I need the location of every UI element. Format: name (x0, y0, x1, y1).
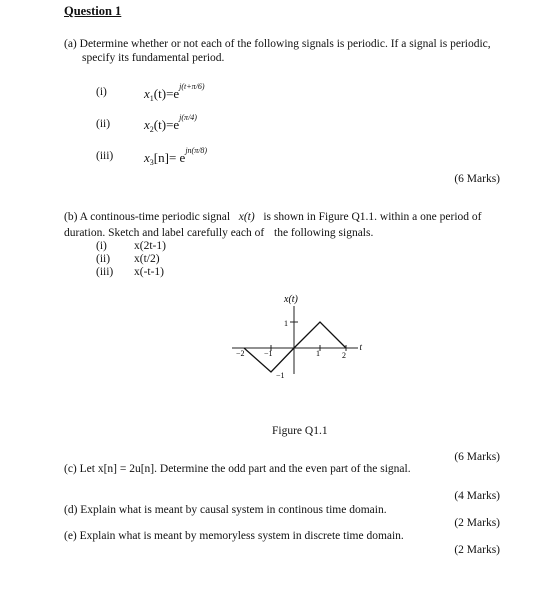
figure-q1-1 (224, 288, 364, 380)
part-b-marks: (6 Marks) (454, 451, 500, 463)
part-b-line2-start: duration. Sketch and label carefully each of (64, 227, 265, 239)
part-e-text: (e) Explain what is meant by memoryless system in discrete time domain. (64, 530, 404, 542)
x-tick-label-neg2: −2 (236, 349, 245, 358)
part-b-item-2-text: x(t/2) (134, 253, 160, 265)
part-a-item-3-number: (iii) (96, 150, 114, 162)
y-axis-label: x(t) (284, 294, 298, 305)
part-d-marks: (2 Marks) (454, 517, 500, 529)
part-d-text: (d) Explain what is meant by causal system in continous time domain. (64, 504, 387, 516)
part-c-marks: (4 Marks) (454, 490, 500, 502)
part-e-marks: (2 Marks) (454, 544, 500, 556)
part-b-item-1-text: x(2t-1) (134, 240, 166, 252)
part-b-item-3-text: x(-t-1) (134, 266, 165, 278)
x-tick-label-2: 2 (342, 351, 346, 360)
question-title: Question 1 (64, 4, 122, 18)
part-b-line1: (b) A continous-time periodic signal x(t) is shown in Figure Q1.1. within a one period of (64, 211, 482, 223)
x-tick-label-1: 1 (316, 349, 320, 358)
x-axis-label: t (359, 342, 362, 352)
signal-waveform (244, 322, 346, 372)
part-b-item-3-number: (iii) (96, 266, 114, 278)
part-a-item-1-number: (i) (96, 86, 107, 98)
part-a-item-3-equation: $x_3[n]= e^{jn(\pi/8)}$ (144, 146, 208, 167)
part-a-item-2-number: (ii) (96, 118, 111, 130)
part-a-item-2-equation: $x_2(t)=e^{j(\pi/4)}$ (144, 113, 197, 134)
y-tick-label-pos: 1 (284, 319, 288, 328)
y-tick-label-neg: −1 (276, 371, 285, 380)
part-a-intro-line2: specify its fundamental period. (82, 52, 225, 64)
part-c-text: (c) Let x[n] = 2u[n]. Determine the odd part and the even part of the signal. (64, 463, 411, 475)
part-a-intro-line1: (a) Determine whether or not each of the following signals is periodic. If a signal is periodic, (64, 38, 491, 50)
x-tick-label-neg1: −1 (264, 349, 273, 358)
part-a-marks: (6 Marks) (454, 173, 500, 185)
part-b-line2-end: the following signals. (274, 227, 374, 239)
figure-caption: Figure Q1.1 (272, 425, 328, 437)
part-b-item-2-number: (ii) (96, 253, 111, 265)
part-a-item-1-equation: $x_1(t)=e^{j(t+\pi/6)}$ (144, 82, 205, 103)
part-b-item-1-number: (i) (96, 240, 107, 252)
